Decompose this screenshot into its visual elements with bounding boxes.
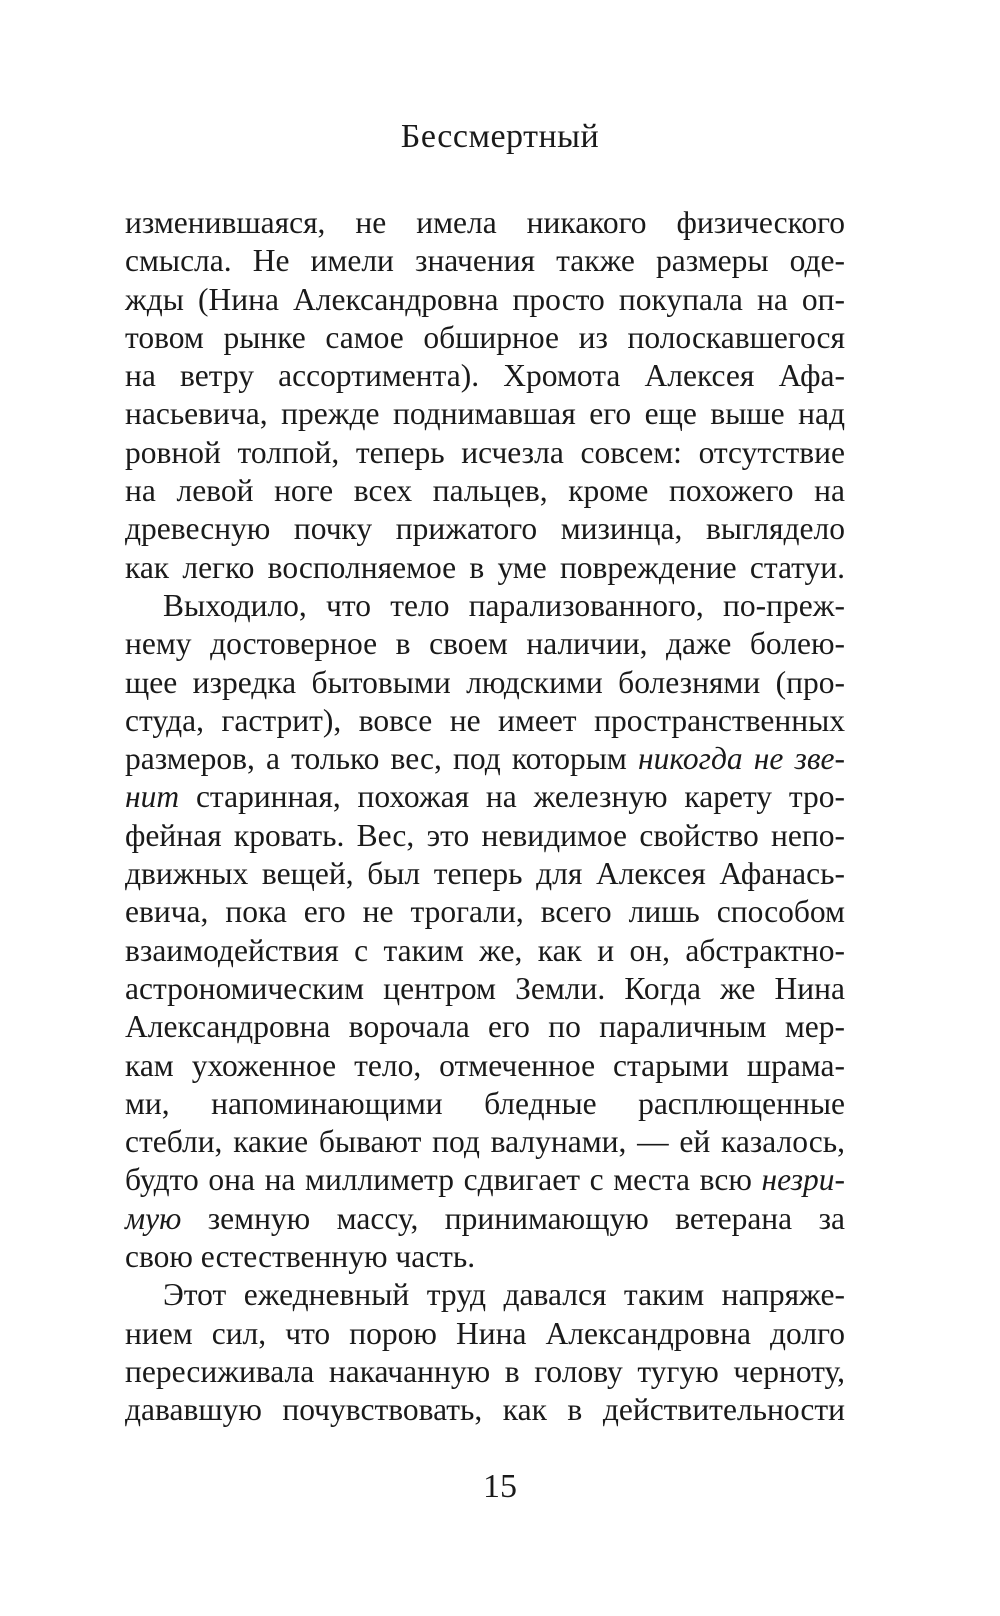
italic-emphasis: мую [125,1200,182,1236]
text-line: ми, напоминающими бледные расплющенные [125,1085,845,1121]
paragraph-end-line: свою естественную часть. [125,1239,476,1275]
text-line: изменившаяся, не имела никакого физического [125,205,845,240]
text-line: жды (Нина Александровна просто покупала на оп- [125,281,845,317]
text-line: нием сил, что порою Нина Александровна долго [125,1315,845,1351]
text-line: Александровна ворочала его по параличным мер- [125,1009,845,1045]
text-line: нему достоверное в своем наличии, даже болею- [125,626,845,662]
text-line: как легко восполняемое в уме повреждение статуи. [125,549,845,585]
text-run: старинная, похожая на железную карету тро- [179,779,845,815]
text-line [125,778,845,816]
text-line [125,1200,845,1238]
italic-emphasis: нит [125,779,180,815]
text-line: товом рынке самое обширное из полоскавшегося [125,319,845,355]
page-body [125,204,845,1430]
text-line: пересиживала накачанную в голову тугую черноту, [125,1353,845,1389]
text-run: земную массу, принимающую ветерана за [181,1200,845,1236]
text-line [125,740,845,778]
text-line: насьевича, прежде поднимавшая его еще выше над [125,396,845,432]
page-number: 15 [483,1468,517,1505]
text-line: евича, пока его не трогали, всего лишь способом [125,894,845,930]
text-line: астрономическим центром Земли. Когда же Нина [125,970,845,1006]
text-line: древесную почку прижатого мизинца, выглядело [125,511,845,547]
text-line: кам ухоженное тело, отмеченное старыми шрама- [125,1047,845,1083]
text-line [125,1161,845,1199]
text-line: дававшую почувствовать, как в действительности [125,1392,845,1428]
text-line: на ветру ассортимента). Хромота Алексея Афа- [125,358,845,394]
italic-emphasis: никогда не зве- [638,741,845,777]
italic-emphasis: незри- [761,1162,845,1198]
text-line: щее изредка бытовыми людскими болезнями (про- [125,664,845,700]
text-line: смысла. Не имели значения также размеры оде- [125,243,845,279]
text-line: фейная кровать. Вес, это невидимое свойство непо- [125,817,845,853]
running-title: Бессмертный [400,118,600,155]
text-line: взаимодействия с таким же, как и он, абстрактно- [125,932,845,968]
text-run: размеров, а только вес, под которым [125,741,639,777]
text-run: будто она на миллиметр сдвигает с места всю [125,1162,762,1198]
text-line: на левой ноге всех пальцев, кроме похожего на [125,473,845,509]
text-line: стебли, какие бывают под валунами, — ей казалось, [125,1124,845,1160]
text-line: движных вещей, был теперь для Алексея Афанась- [125,856,845,892]
text-line: студа, гастрит), вовсе не имеет пространственных [125,702,845,738]
paragraph-start-line: Этот ежедневный труд давался таким напряже- [163,1277,845,1313]
text-line: ровной толпой, теперь исчезла совсем: отсутствие [125,434,845,470]
paragraph-start-line: Выходило, что тело парализованного, по-преж- [163,587,845,623]
